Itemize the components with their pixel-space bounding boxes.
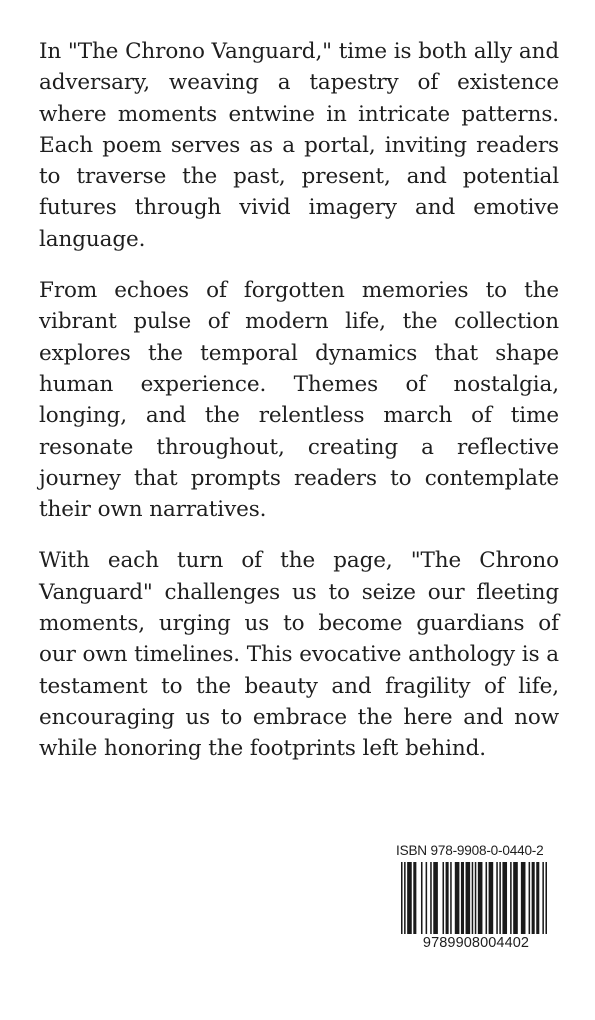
barcode-bar — [545, 862, 547, 934]
blurb-text — [39, 36, 559, 785]
barcode-bar — [475, 862, 477, 934]
barcode-bar — [430, 862, 432, 934]
barcode-bar — [421, 862, 423, 934]
isbn-label: ISBN 978-9908-0-0440-2 — [396, 843, 544, 858]
barcode-bar — [426, 862, 428, 934]
barcode-bar — [404, 862, 406, 934]
barcode-bar — [486, 862, 488, 934]
barcode-bar — [450, 862, 452, 934]
barcode-bar — [536, 862, 539, 934]
barcode-bar — [532, 862, 535, 934]
ean-number: 9789908004402 — [422, 935, 530, 951]
barcode-bar — [496, 862, 498, 934]
barcode-bar — [401, 862, 403, 934]
isbn-barcode-block — [396, 843, 556, 955]
barcode-bar — [489, 862, 494, 934]
barcode-bar — [499, 862, 501, 934]
blurb-paragraph-2: From echoes of forgotten memories to the vibrant pulse of modern life, the collection explores the temporal dynamics that shape human experience. Themes of nostalgia, longing, and the relentless march of time resonate throughout, creating a reflective journey that prompts readers to contemplate their own narratives. — [39, 278, 559, 523]
barcode-bar — [478, 862, 483, 934]
barcode-bar — [433, 862, 438, 934]
barcode-bar — [510, 862, 512, 934]
blurb-paragraph-1: In "The Chrono Vanguard," time is both ally and adversary, weaving a tapestry of existence where moments entwine in intricate patterns. Each poem serves as a portal, inviting readers to traverse the past, present, and potential futures through vivid imagery and emotive language. — [39, 39, 559, 252]
barcode-bar — [466, 862, 471, 934]
barcode-bar — [513, 862, 518, 934]
barcode-bar — [472, 862, 474, 934]
barcode-bar — [455, 862, 460, 934]
blurb-paragraph-3: With each turn of the page, "The Chrono Vanguard" challenges us to seize our fleeting moments, urging us to become guardians of our own timelines. This evocative anthology is a testament to the beauty and fragility of life, encouraging us to embrace the here and now while honoring the footprints left behind. — [39, 548, 559, 762]
barcode-bar — [407, 862, 412, 934]
barcode-image — [401, 862, 547, 934]
barcode-bar — [461, 862, 464, 934]
barcode-bar — [446, 862, 449, 934]
barcode-bar — [529, 862, 531, 934]
barcode-bar — [521, 862, 526, 934]
barcode-bar — [502, 862, 507, 934]
barcode-bar — [442, 862, 444, 934]
barcode-bar — [413, 862, 416, 934]
barcode-bar — [542, 862, 544, 934]
